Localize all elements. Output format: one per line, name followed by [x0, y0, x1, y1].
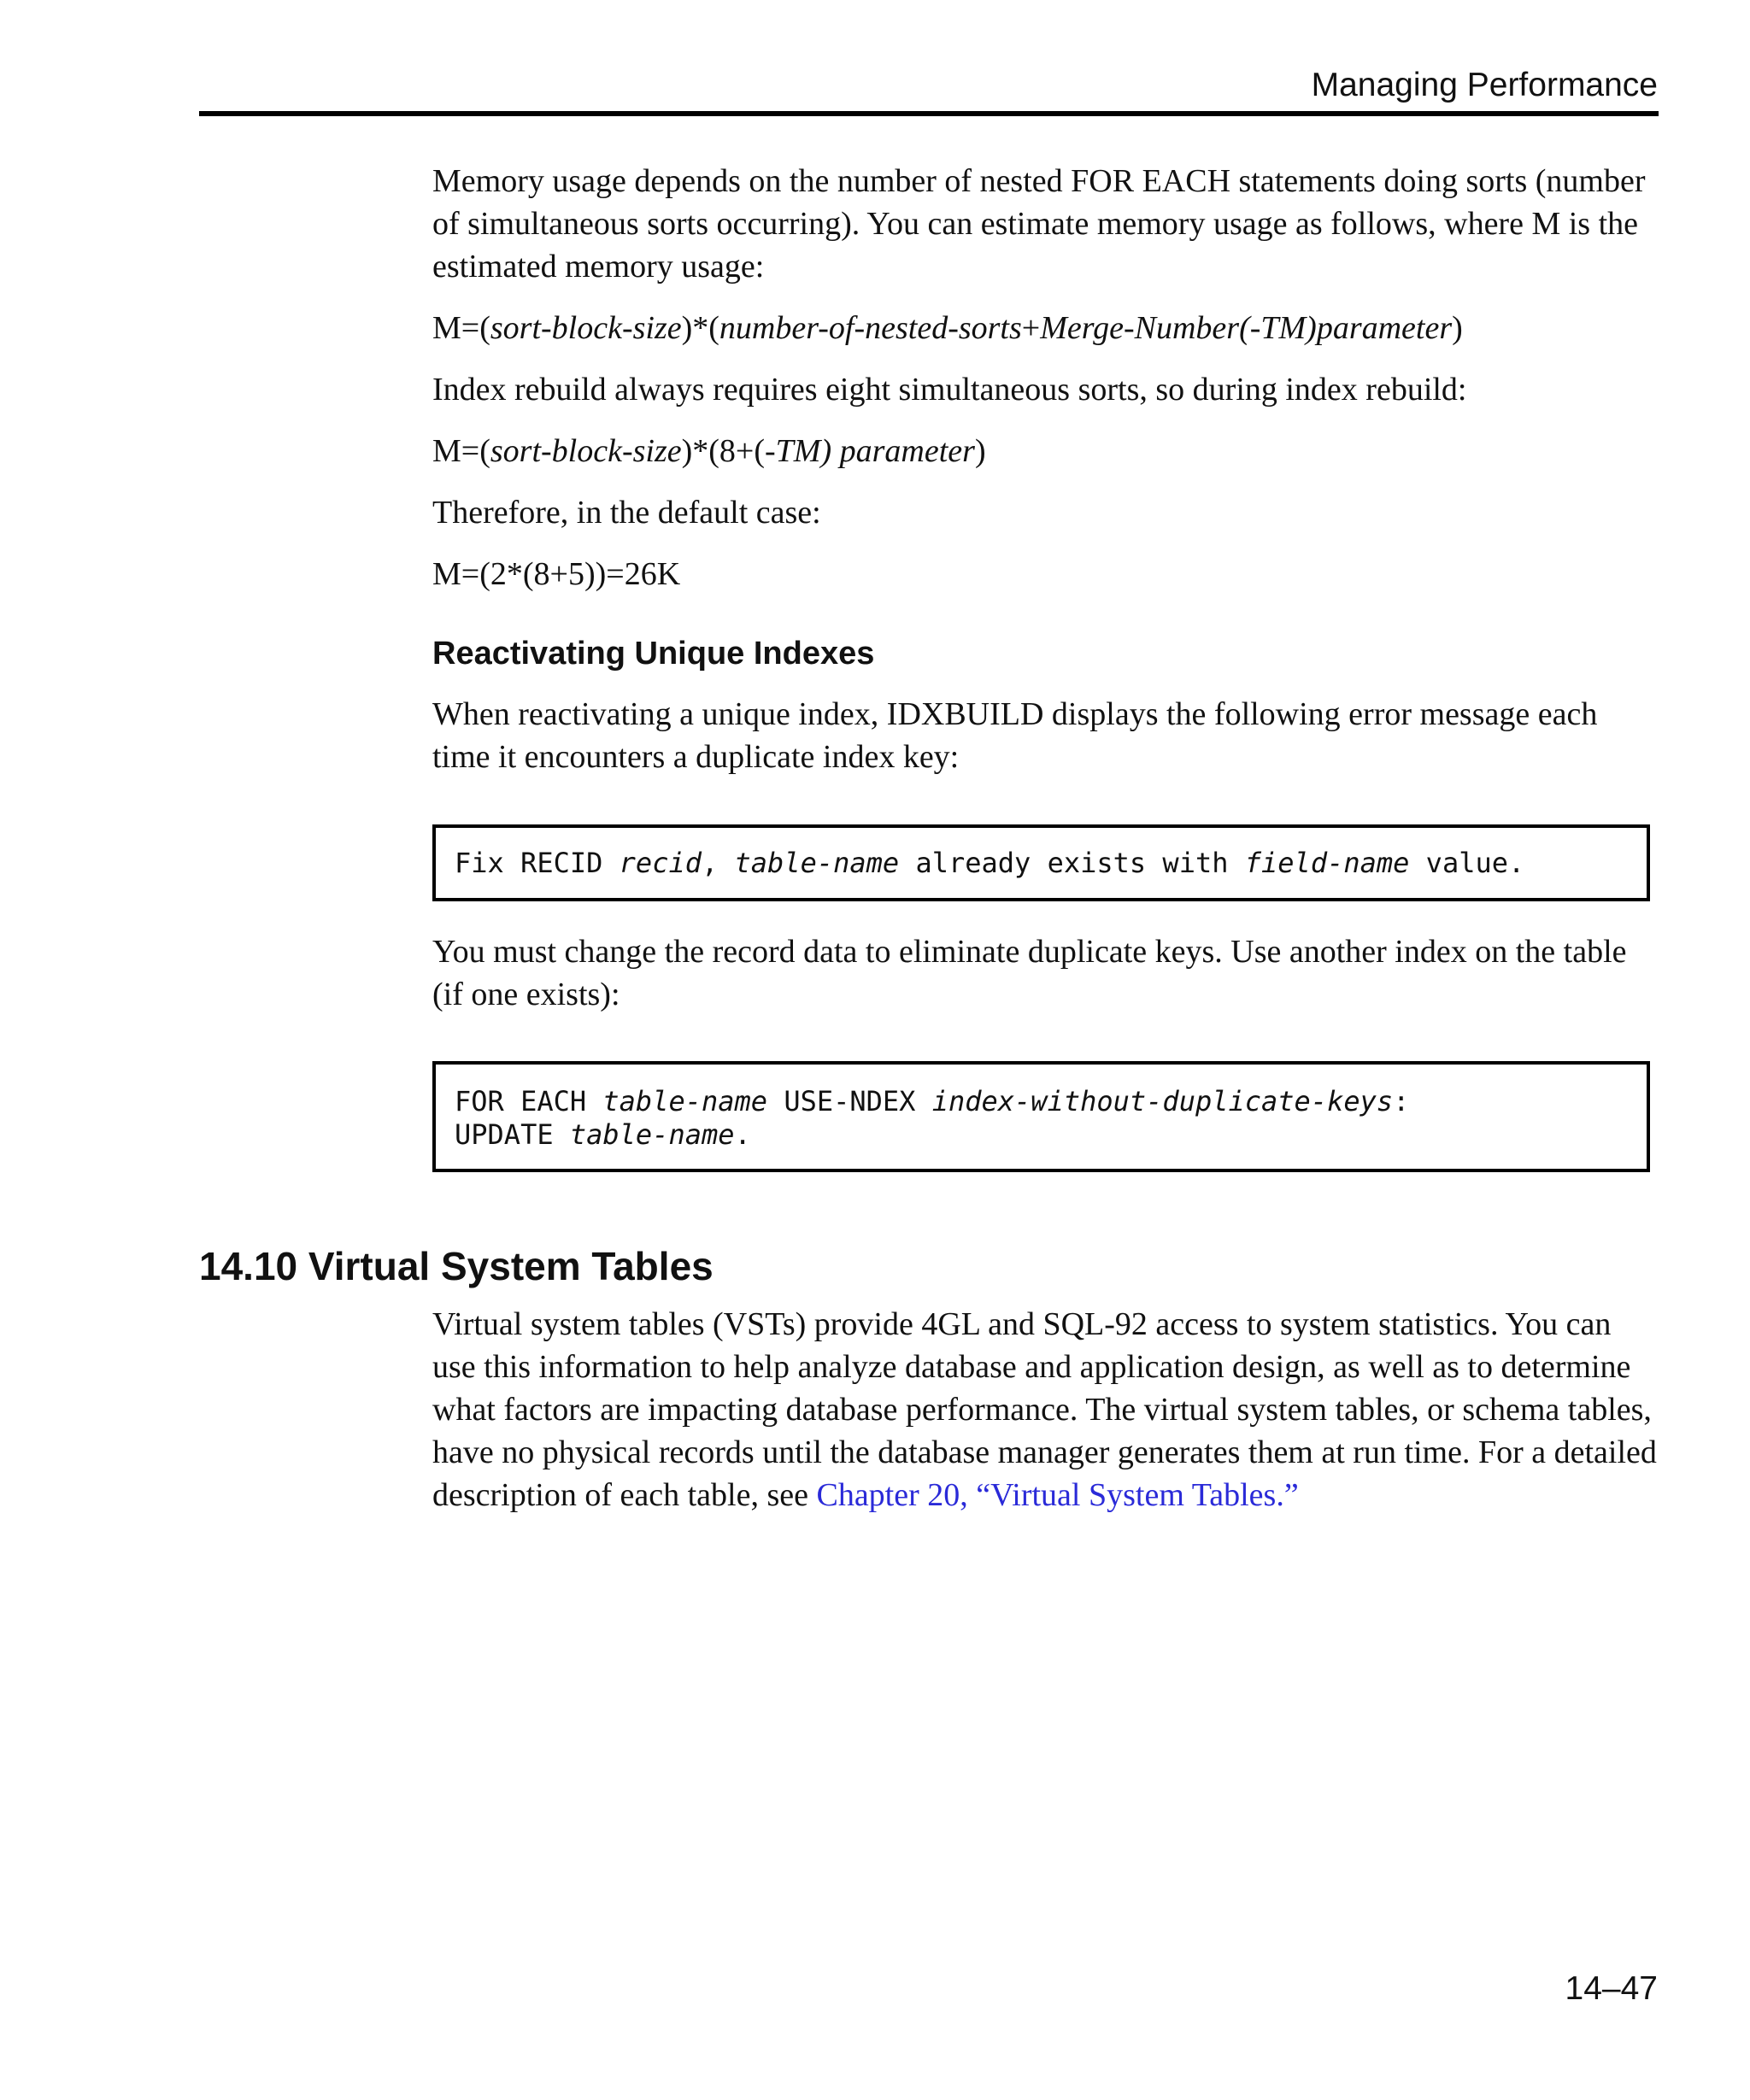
running-header-title: Managing Performance [1311, 67, 1658, 103]
page-number: 14–47 [1565, 1970, 1658, 2007]
paragraph-default-case: Therefore, in the default case: [432, 495, 821, 531]
code-line: UPDATE table-name. [455, 1118, 751, 1151]
header-rule [199, 111, 1659, 116]
code-line: Fix RECID recid, table-name already exists with field-name value. [455, 847, 1525, 879]
code-block-for-each [432, 1061, 1650, 1172]
formula-index-rebuild: M=(sort-block-size)*(8+(-TM) parameter) [432, 433, 986, 469]
formula-memory-estimate: M=(sort-block-size)*(number-of-nested-sorts+Merge-Number(-TM)parameter) [432, 310, 1463, 346]
chapter-20-link[interactable]: Chapter 20, “Virtual System Tables.” [816, 1477, 1299, 1513]
paragraph-virtual-system-tables: Virtual system tables (VSTs) provide 4GL and SQL-92 access to system statistics. You can use this information to help analyze database and application design, as well as to determine what factors are impacting database performance. The virtual system tables, or schema tables, have no physical records until the database manager generates them at run time. For a detailed description of each table, see Chapter 20, “Virtual System Tables.” [432, 1306, 1657, 1513]
section-heading-virtual-system-tables: 14.10 Virtual System Tables [199, 1244, 714, 1288]
code-block-error-message [432, 824, 1650, 901]
paragraph-reactivating: When reactivating a unique index, IDXBUILD displays the following error message each time it encounters a duplicate index key: [432, 696, 1598, 775]
paragraph-change-record-data: You must change the record data to eliminate duplicate keys. Use another index on the table (if one exists): [432, 934, 1627, 1012]
paragraph-memory-usage: Memory usage depends on the number of nested FOR EACH statements doing sorts (number of simultaneous sorts occurring). You can estimate memory usage as follows, where M is the estimated memory usage: [432, 163, 1646, 284]
paragraph-index-rebuild: Index rebuild always requires eight simultaneous sorts, so during index rebuild: [432, 372, 1467, 408]
code-line: FOR EACH table-name USE-NDEX index-without-duplicate-keys: [455, 1085, 1410, 1117]
formula-default-case: M=(2*(8+5))=26K [432, 556, 681, 592]
subheading-reactivating-unique-indexes: Reactivating Unique Indexes [432, 636, 875, 672]
